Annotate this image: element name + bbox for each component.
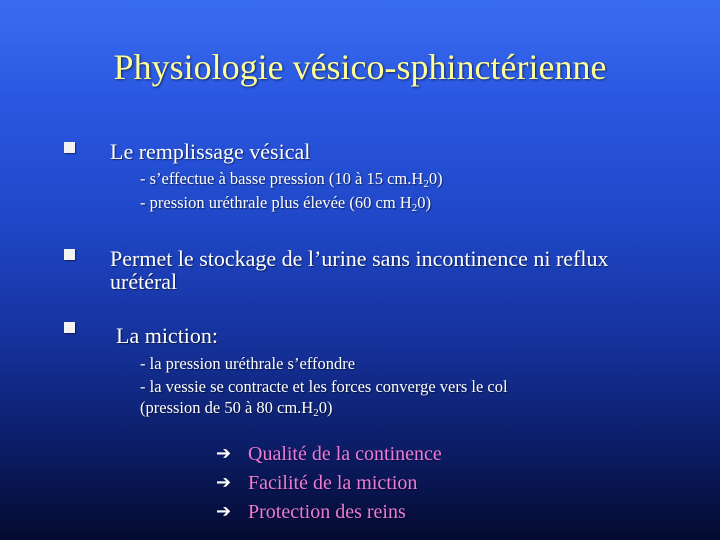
subscript: 2 bbox=[423, 178, 429, 190]
sub-item-text: (pression de 50 à 80 cm.H bbox=[140, 398, 314, 417]
bullet-heading-stockage: Permet le stockage de l’urine sans incontinence ni reflux bbox=[110, 246, 609, 271]
bullet-marker bbox=[64, 322, 75, 333]
conclusion-item: Facilité de la miction bbox=[248, 472, 418, 494]
bullet-heading-stockage-cont: urétéral bbox=[110, 269, 178, 294]
sub-item: - la vessie se contracte et les forces converge vers le col bbox=[140, 377, 508, 396]
sub-item: - la pression uréthrale s’effondre bbox=[140, 354, 356, 373]
arrow-right-icon: ➔ bbox=[216, 472, 232, 493]
sub-item-text: 0) bbox=[428, 169, 443, 188]
sub-item-text: 0) bbox=[417, 193, 431, 212]
sub-item bbox=[140, 169, 443, 189]
bullet-heading-remplissage: Le remplissage vésical bbox=[110, 139, 311, 164]
sub-item bbox=[140, 398, 332, 418]
sub-item-text: 0) bbox=[318, 398, 333, 417]
conclusion-item: Protection des reins bbox=[248, 501, 406, 523]
subscript: 2 bbox=[411, 202, 418, 214]
arrow-right-icon: ➔ bbox=[216, 443, 232, 464]
bullet-marker bbox=[64, 142, 75, 153]
sub-item-text: - s’effectue à basse pression (10 à 15 cm.H bbox=[140, 169, 424, 188]
arrow-right-icon: ➔ bbox=[216, 501, 232, 522]
bullet-heading-miction: La miction: bbox=[116, 323, 219, 348]
bullet-marker bbox=[64, 249, 75, 260]
conclusion-item: Qualité de la continence bbox=[248, 443, 442, 465]
subscript: 2 bbox=[313, 407, 319, 419]
slide-title: Physiologie vésico-sphinctérienne bbox=[113, 47, 607, 87]
sub-item-text: - pression uréthrale plus élevée (60 cm H bbox=[140, 193, 412, 212]
sub-item bbox=[140, 193, 431, 213]
